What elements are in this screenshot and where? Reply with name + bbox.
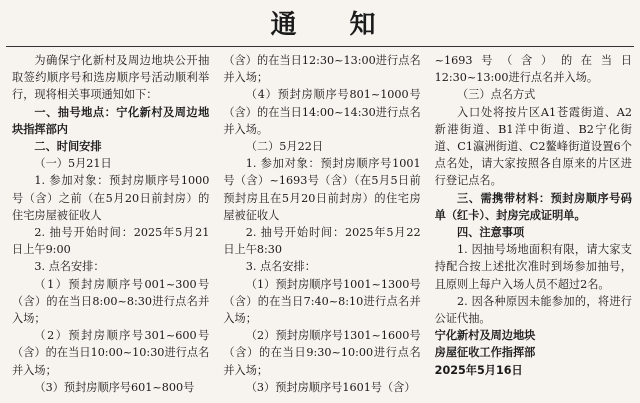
paragraph: 3. 点名安排： — [245, 260, 316, 274]
paragraph: 一、抽号地点：宁化新村及周边地块指挥部内 — [12, 105, 210, 136]
paragraph: ~1693号（含）的在当日12:30~13:00进行点名并入场。 — [434, 54, 632, 85]
paragraph: （2）预封房顺序号301~600号（含）的在当日10:00~10:30进行点名并入场； — [12, 329, 210, 377]
paragraph: 2. 因各种原因未能参加的，将进行公证代抽。 — [434, 294, 632, 326]
notice-title: 通 知 — [270, 10, 398, 40]
column-3 — [435, 52, 632, 401]
paragraph: （一）5月21日 — [34, 157, 112, 171]
paragraph: （3）预封房顺序号601~800号 — [34, 380, 195, 394]
paragraph: 房屋征收工作指挥部 — [434, 346, 536, 360]
paragraph: 2. 抽号开始时间：2025年5月21日上午9:00 — [12, 226, 210, 257]
paragraph: 入口处将按片区A1苍霞街道、A2新港街道、B1洋中街道、B2宁化街道、C1瀛洲街道、C2鳌峰街道设置6个点名处，请大家按照各自原来的片区进行登记点名。 — [434, 105, 632, 188]
paragraph: （2）预封房顺序号1301~1600号（含）的在当日9:30~10:00进行点名并入场； — [223, 329, 421, 377]
column-1 — [12, 52, 209, 401]
column-2 — [223, 52, 420, 401]
paragraph: （4）预封房顺序号801~1000号（含）的在当日14:00~14:30进行点名并入场。 — [223, 88, 421, 136]
paragraph: 三、需携带材料：预封房顺序号码单（红卡）、封房完成证明单。 — [434, 191, 632, 222]
paragraph: 为确保宁化新村及周边地块公开抽取签约顺序号和选房顺序号活动顺利举行，现将相关事项通知如下： — [12, 54, 210, 102]
paragraph: 3. 点名安排： — [34, 260, 105, 274]
paragraph: （三）点名方式 — [457, 88, 536, 102]
paragraph: （3）预封房顺序号1601号（含） — [245, 380, 416, 394]
paragraph: 四、注意事项 — [457, 226, 525, 240]
paragraph: 2025年5月16日 — [434, 363, 523, 377]
paragraph: 1. 参加对象：预封房顺序号1001号（含）~1693号（含）（在5月5日前预封房且在5月20日前封房）的住宅房屋被征收人 — [223, 157, 421, 222]
paragraph: 宁化新村及周边地块 — [434, 329, 536, 343]
paragraph: 2. 抽号开始时间：2025年5月22日上午8:30 — [223, 226, 421, 257]
paragraph: （二）5月22日 — [245, 140, 324, 154]
notice-body — [12, 52, 632, 401]
paragraph: 1. 因抽号场地面积有限，请大家支持配合按上述批次准时到场参加抽号，且原则上每户入场人员不超过2名。 — [434, 243, 632, 291]
paragraph: 二、时间安排 — [34, 140, 102, 154]
paragraph: （含）的在当日12:30~13:00进行点名并入场； — [223, 54, 421, 85]
paragraph: （1）预封房顺序号1001~1300号（含）的在当日7:40~8:10进行点名并入场； — [223, 277, 421, 326]
paragraph: 1. 参加对象：预封房顺序号1000号（含）之前（在5月20日前封房）的住宅房屋被征收人 — [12, 174, 210, 222]
paragraph: （1）预封房顺序号001~300号（含）的在当日8:00~8:30进行点名并入场； — [12, 277, 210, 326]
title-rule — [6, 46, 634, 47]
